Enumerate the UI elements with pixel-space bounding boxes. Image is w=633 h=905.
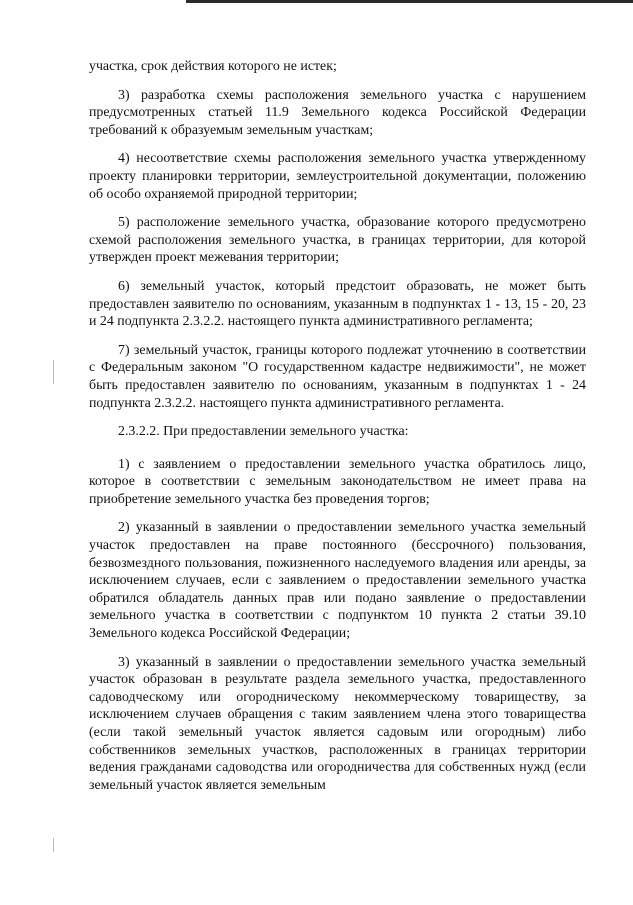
section-heading: 2.3.2.2. При предоставлении земельного участка:	[118, 424, 409, 440]
paragraph-item-7: 7) земельный участок, границы которого подлежат уточнению в соответствии с Федеральным законом "О государственном кадастре недвижимости", не может быть предоставлен заявителю по основаниям, указанным в подпунктах 1 - 24 подпункта 2.3.2.2. настоящего пункта административного регламента.	[89, 342, 586, 411]
paragraph-item-5: 5) расположение земельного участка, образование которого предусмотрено схемой расположения земельного участка, в границах территории, для которой утвержден проект межевания территории;	[89, 215, 586, 266]
margin-mark	[53, 360, 54, 384]
paragraph-item-3b: 3) указанный в заявлении о предоставлении земельного участка земельный участок образован в результате раздела земельного участка, предоставленного садоводческому или огородническому некоммерческому товариществу, за исключением случаев обращения с таким заявлением члена этого товарищества (если такой земельный участок является садовым или огородным) либо собственников земельных участков, расположенных в границах территории ведения гражданами садоводства или огородничества для собственных нужд (если земельный участок является земельным	[89, 654, 586, 793]
paragraph-item-1: 1) с заявлением о предоставлении земельного участка обратилось лицо, которое в соответствии с земельным законодательством не имеет права на приобретение земельного участка без проведения торгов;	[89, 456, 586, 507]
paragraph-item-4: 4) несоответствие схемы расположения земельного участка утвержденному проекту планировки территории, землеустроительной документации, положению об особо охраняемой природной территории;	[89, 151, 586, 202]
top-border-line	[186, 0, 633, 3]
paragraph-item-2: 2) указанный в заявлении о предоставлении земельного участка земельный участок предоставлен на праве постоянного (бессрочного) пользования, безвозмездного пользования, пожизненного наследуемого владения или аренды, за исключением случаев, если с заявлением о предоставлении земельного участка обратился обладатель данных прав или подано заявление о предоставлении земельного участка в соответствии с подпунктом 10 пункта 2 статьи 39.10 Земельного кодекса Российской Федерации;	[89, 520, 586, 642]
paragraph-continuation: участка, срок действия которого не истек;	[89, 59, 337, 74]
paragraph-item-6: 6) земельный участок, который предстоит образовать, не может быть предоставлен заявителю по основаниям, указанным в подпунктах 1 - 13, 15 - 20, 23 и 24 подпункта 2.3.2.2. настоящего пункта административного регламента;	[89, 278, 586, 330]
document-page	[89, 58, 586, 805]
paragraph-item-3: 3) разработка схемы расположения земельного участка с нарушением предусмотренных статьей 11.9 Земельного кодекса Российской Федерации требований к образуемым земельным участкам;	[89, 87, 586, 138]
margin-mark	[53, 838, 54, 852]
